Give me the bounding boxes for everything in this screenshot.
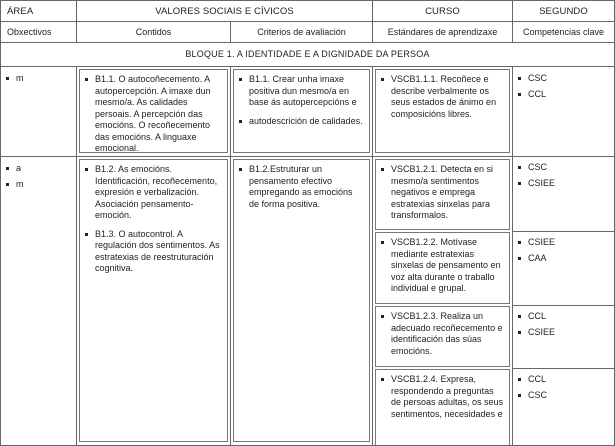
list-item: CSIEE bbox=[517, 327, 612, 339]
header-area-label: ÁREA bbox=[7, 5, 34, 17]
subheader-criterios bbox=[230, 21, 373, 43]
list-item: B1.1. O autocoñecemento. A autopercepción. A imaxe dun mesmo/a. As calidades persoais. A percepción das emocións. O recoñecemento das emocións. A linguaxe emocional. bbox=[84, 74, 223, 155]
row1-competencias bbox=[512, 66, 615, 157]
row1-estandar-1-box bbox=[375, 69, 510, 153]
row2-estandar-3-box bbox=[375, 306, 510, 367]
row2-estandar-1-box bbox=[375, 159, 510, 230]
subheader-contidos bbox=[76, 21, 231, 43]
list-item: B1.3. O autocontrol. A regulación dos sentimentos. As estratexias de reestruturación cognitiva. bbox=[84, 229, 223, 275]
row2-competencias-4-list bbox=[517, 374, 612, 401]
row2-competencias-3 bbox=[513, 305, 615, 368]
row1-competencias-list bbox=[517, 73, 610, 100]
row2-criterios-box bbox=[233, 159, 370, 442]
list-item: VSCB1.1.1. Recoñece e describe verbalmente os seus estados de ánimo en composicións libres. bbox=[380, 74, 505, 120]
list-item: CAA bbox=[517, 253, 612, 265]
row1-obxectivos bbox=[0, 66, 77, 157]
list-item: CSC bbox=[517, 162, 612, 174]
list-item: VSCB1.2.1. Detecta en si mesmo/a sentimentos negativos e emprega estratexias sinxelas para transformalos. bbox=[380, 164, 505, 222]
list-item: B1.2. As emocións. Identificación, recoñecemento, expresión e verbalización. Asociación pensamento-emoción. bbox=[84, 164, 223, 222]
list-item: VSCB1.2.3. Realiza un adecuado recoñecemento e identificación das súas emocións. bbox=[380, 311, 505, 357]
row1-estandares bbox=[372, 66, 513, 157]
list-item: CCL bbox=[517, 89, 610, 101]
list-item: B1.2.Estruturar un pensamento efectivo empregando as emocións de forma positiva. bbox=[238, 164, 365, 210]
row1-estandar-1-list bbox=[380, 74, 505, 120]
row2-estandar-4-box bbox=[375, 369, 510, 446]
list-item: a bbox=[5, 163, 72, 175]
row1-criterios-list bbox=[238, 74, 365, 127]
row1-contidos bbox=[76, 66, 231, 157]
list-item: B1.1. Crear unha imaxe positiva dun mesmo/a en base ás autopercepcións e bbox=[238, 74, 365, 109]
row1-criterios bbox=[230, 66, 373, 157]
row2-criterios bbox=[230, 156, 373, 446]
row2-obxectivos-list bbox=[5, 163, 72, 190]
header-title-label: VALORES SOCIAIS E CÍVICOS bbox=[155, 5, 294, 17]
header-segundo-label: SEGUNDO bbox=[539, 5, 588, 17]
list-item: m bbox=[5, 73, 72, 85]
list-item: m bbox=[5, 179, 72, 191]
row2-competencias bbox=[512, 156, 615, 446]
header-area bbox=[0, 0, 77, 22]
list-item: autodescrición de calidades. bbox=[238, 116, 365, 128]
row2-estandar-2-box bbox=[375, 232, 510, 304]
bloque-row bbox=[0, 42, 615, 67]
subheader-competencias bbox=[512, 21, 615, 43]
row2-competencias-1 bbox=[513, 157, 615, 230]
row2-obxectivos bbox=[0, 156, 77, 446]
row2-contidos-box bbox=[79, 159, 228, 442]
row2-estandar-2-list bbox=[380, 237, 505, 295]
row2-criterios-list bbox=[238, 164, 365, 210]
row1-obxectivos-list bbox=[5, 73, 72, 85]
list-item: VSCB1.2.4. Expresa, respondendo a preguntas de persoas adultas, os seus sentimentos, necesidades e bbox=[380, 374, 505, 420]
row2-competencias-2-list bbox=[517, 237, 612, 264]
subheader-competencias-label: Competencias clave bbox=[522, 26, 605, 37]
list-item: CSIEE bbox=[517, 178, 612, 190]
row1-contidos-list bbox=[84, 74, 223, 155]
header-segundo bbox=[512, 0, 615, 22]
subheader-contidos-label: Contidos bbox=[135, 26, 172, 37]
header-title bbox=[76, 0, 373, 22]
row1-criterios-box bbox=[233, 69, 370, 153]
list-item: VSCB1.2.2. Motívase mediante estratexias sinxelas de pensamento en voz alta durante o traballo individual e grupal. bbox=[380, 237, 505, 295]
row2-competencias-3-list bbox=[517, 311, 612, 338]
row2-estandar-4-list bbox=[380, 374, 505, 420]
subheader-obxectivos bbox=[0, 21, 77, 43]
subheader-estandares-label: Estándares de aprendizaxe bbox=[387, 26, 498, 37]
row2-estandar-1-list bbox=[380, 164, 505, 222]
row1-contidos-box bbox=[79, 69, 228, 153]
bloque-title: BLOQUE 1. A IDENTIDADE E A DIGNIDADE DA PERSOA bbox=[185, 49, 430, 59]
list-item: CSC bbox=[517, 73, 610, 85]
row2-contidos bbox=[76, 156, 231, 446]
list-item: CSIEE bbox=[517, 237, 612, 249]
row2-contidos-list bbox=[84, 164, 223, 275]
list-item: CSC bbox=[517, 390, 612, 402]
header-curso bbox=[372, 0, 513, 22]
subheader-estandares bbox=[372, 21, 513, 43]
subheader-obxectivos-label: Obxectivos bbox=[7, 26, 52, 37]
header-curso-label: CURSO bbox=[425, 5, 460, 17]
subheader-criterios-label: Criterios de avaliación bbox=[257, 26, 346, 37]
list-item: CCL bbox=[517, 311, 612, 323]
row2-estandares bbox=[372, 156, 513, 446]
row2-estandar-3-list bbox=[380, 311, 505, 357]
row2-competencias-1-list bbox=[517, 162, 612, 189]
row2-competencias-2 bbox=[513, 231, 615, 305]
row2-competencias-4 bbox=[513, 368, 615, 446]
list-item: CCL bbox=[517, 374, 612, 386]
